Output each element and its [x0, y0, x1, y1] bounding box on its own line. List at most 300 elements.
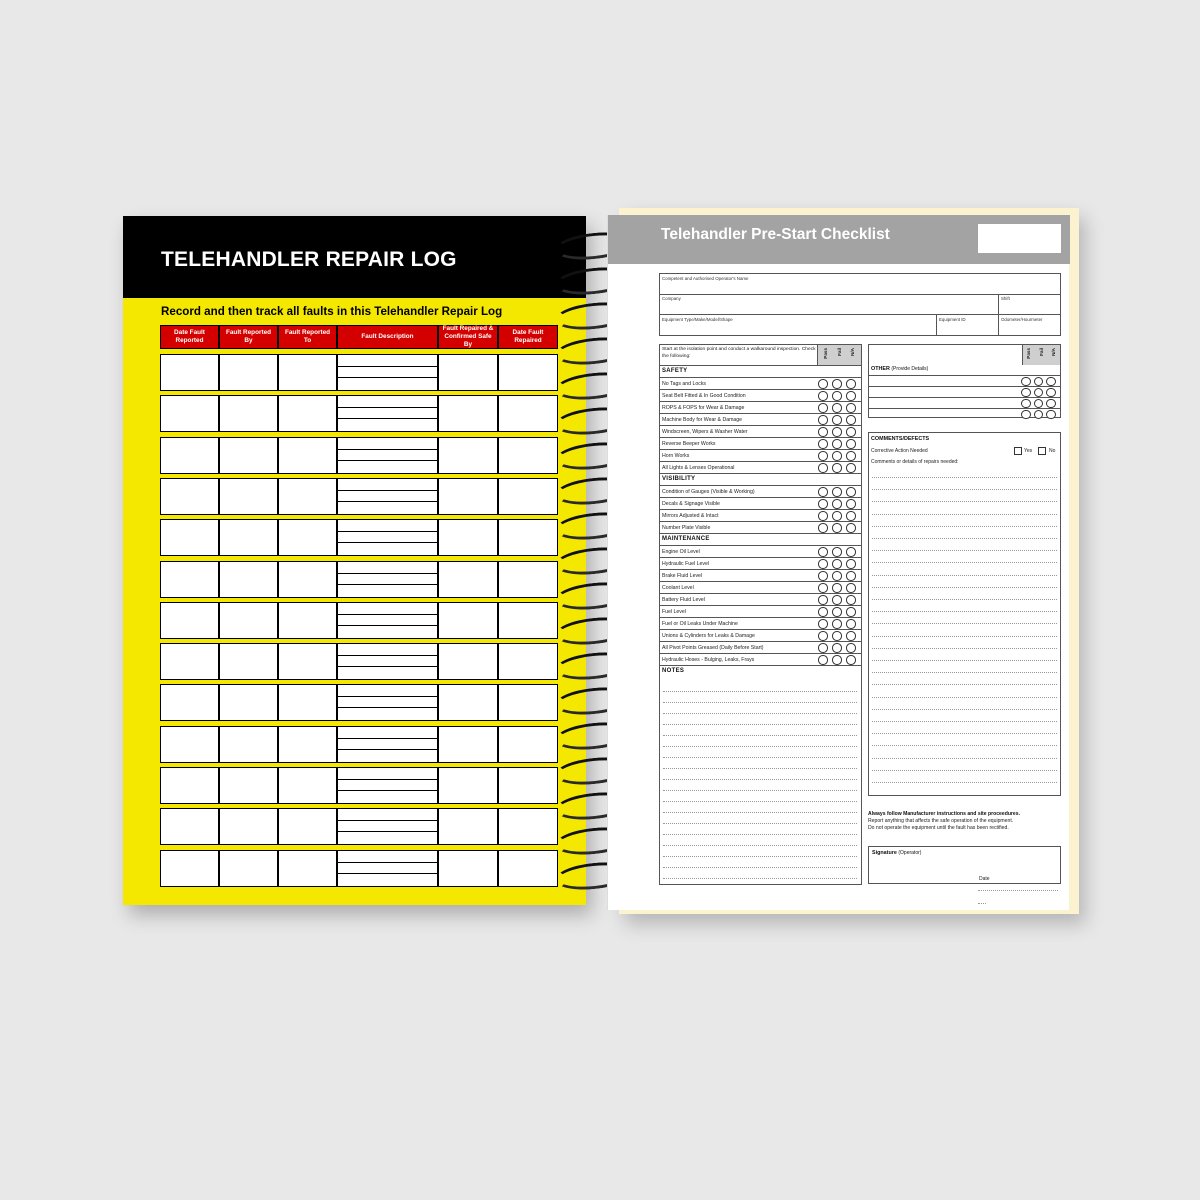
log-cell[interactable]	[278, 643, 337, 680]
log-row	[160, 602, 558, 639]
notes-line	[663, 845, 857, 846]
log-row	[160, 395, 558, 432]
comments-line	[872, 599, 1057, 600]
comments-line	[872, 538, 1057, 539]
checklist-item	[660, 629, 861, 641]
checklist-item-label: No Tags and Locks	[662, 381, 707, 387]
na-checkbox[interactable]	[846, 559, 856, 569]
log-cell[interactable]	[498, 602, 558, 639]
notes-line	[663, 790, 857, 791]
na-checkbox[interactable]	[846, 595, 856, 605]
comments-line	[872, 672, 1057, 673]
checklist-item-label: Unions & Cylinders for Leaks & Damage	[662, 633, 755, 639]
other-panel	[868, 344, 1061, 418]
log-cell[interactable]	[498, 850, 558, 887]
pass-column-head: Pass	[823, 348, 828, 359]
log-cell[interactable]	[498, 395, 558, 432]
date-line	[978, 890, 1058, 891]
checklist-item-label: Brake Fluid Level	[662, 573, 703, 579]
na-checkbox[interactable]	[1046, 399, 1056, 409]
log-cell[interactable]	[219, 726, 278, 763]
checklist-item-label: Mirrors Adjusted & Intact	[662, 513, 719, 519]
checklist-item	[660, 569, 861, 581]
checklist-title: Telehandler Pre-Start Checklist	[661, 226, 890, 243]
log-cell[interactable]	[219, 354, 278, 391]
pass-checkbox[interactable]	[818, 403, 828, 413]
notes-line	[663, 878, 857, 879]
log-cell[interactable]	[438, 726, 498, 763]
log-cell[interactable]	[337, 395, 438, 432]
pass-checkbox[interactable]	[818, 595, 828, 605]
notes-line	[663, 801, 857, 802]
na-checkbox[interactable]	[846, 655, 856, 665]
log-cell[interactable]	[438, 437, 498, 474]
equipment-field-label: Equipment Type/Make/Model/Shape	[662, 317, 733, 322]
log-column-head: Fault Reported To	[278, 325, 337, 349]
log-cell[interactable]	[337, 850, 438, 887]
log-cell[interactable]	[219, 767, 278, 804]
pass-checkbox[interactable]	[818, 643, 828, 653]
operator-details-form	[659, 273, 1061, 336]
log-row	[160, 726, 558, 763]
checklist-item-label: Condition of Gauges (Visible & Working)	[662, 489, 755, 495]
checklist-item-label: Engine Oil Level	[662, 549, 700, 555]
log-cell[interactable]	[498, 726, 558, 763]
checklist-header	[608, 215, 1070, 264]
na-checkbox[interactable]	[1046, 377, 1056, 387]
log-cell[interactable]	[278, 519, 337, 556]
checklist-item	[660, 461, 861, 473]
safety-instruction-1: Report anything that affects the safe operation of the equipment.	[868, 818, 1014, 824]
fail-checkbox[interactable]	[832, 583, 842, 593]
log-cell[interactable]	[278, 850, 337, 887]
pass-checkbox[interactable]	[818, 523, 828, 533]
na-checkbox[interactable]	[846, 439, 856, 449]
pass-checkbox[interactable]	[818, 631, 828, 641]
log-cell[interactable]	[219, 850, 278, 887]
notes-line	[663, 713, 857, 714]
pass-checkbox[interactable]	[818, 439, 828, 449]
comments-line	[872, 477, 1057, 478]
corrective-action-label: Corrective Action Needed	[871, 448, 928, 454]
log-cell[interactable]	[498, 354, 558, 391]
fail-column-head: Fail	[1039, 348, 1044, 356]
other-row	[869, 397, 1060, 408]
notes-line	[663, 867, 857, 868]
log-cell[interactable]	[160, 602, 219, 639]
repair-log-title: TELEHANDLER REPAIR LOG	[161, 248, 457, 271]
log-cell[interactable]	[337, 561, 438, 598]
na-checkbox[interactable]	[846, 619, 856, 629]
notes-line	[663, 691, 857, 692]
checklist-section-title: SAFETY	[662, 368, 688, 374]
na-checkbox[interactable]	[846, 451, 856, 461]
log-cell[interactable]	[337, 767, 438, 804]
yes-label: Yes	[1024, 448, 1033, 454]
log-cell[interactable]	[498, 808, 558, 845]
checklist-section-header	[660, 533, 861, 545]
pass-checkbox[interactable]	[818, 607, 828, 617]
comments-sub-label: Comments or details of repairs needed:	[871, 459, 959, 465]
inspection-checklist	[659, 344, 862, 885]
checklist-item-label: Battery Fluid Level	[662, 597, 705, 603]
log-cell[interactable]	[160, 808, 219, 845]
log-cell[interactable]	[160, 354, 219, 391]
checklist-id-box[interactable]	[978, 224, 1061, 253]
comments-line	[872, 562, 1057, 563]
fail-checkbox[interactable]	[832, 523, 842, 533]
log-cell[interactable]	[160, 437, 219, 474]
fail-checkbox[interactable]	[832, 511, 842, 521]
log-cell[interactable]	[438, 808, 498, 845]
fail-checkbox[interactable]	[832, 619, 842, 629]
fail-checkbox[interactable]	[832, 499, 842, 509]
checklist-item	[660, 521, 861, 533]
notes-line	[663, 746, 857, 747]
checklist-item	[660, 641, 861, 653]
pass-checkbox[interactable]	[818, 571, 828, 581]
pass-checkbox[interactable]	[818, 499, 828, 509]
fail-checkbox[interactable]	[832, 451, 842, 461]
log-cell[interactable]	[498, 519, 558, 556]
checklist-item-label: All Lights & Lenses Operational	[662, 465, 735, 471]
fail-checkbox[interactable]	[832, 391, 842, 401]
log-row	[160, 519, 558, 556]
log-cell[interactable]	[337, 684, 438, 721]
pass-checkbox[interactable]	[818, 619, 828, 629]
log-cell[interactable]	[160, 726, 219, 763]
notes-line	[663, 823, 857, 824]
comments-line	[872, 623, 1057, 624]
log-cell[interactable]	[438, 561, 498, 598]
pass-checkbox[interactable]	[818, 427, 828, 437]
na-checkbox[interactable]	[846, 415, 856, 425]
log-cell[interactable]	[438, 602, 498, 639]
checklist-intro: Start at the isolation point and conduct a walkaround inspection. Check the following:	[662, 347, 816, 359]
comments-line	[872, 526, 1057, 527]
na-checkbox[interactable]	[846, 427, 856, 437]
log-cell[interactable]	[219, 643, 278, 680]
checklist-item	[660, 497, 861, 509]
log-cell[interactable]	[438, 643, 498, 680]
pass-checkbox[interactable]	[1021, 388, 1031, 398]
comments-line	[872, 770, 1057, 771]
log-cell[interactable]	[438, 767, 498, 804]
log-cell[interactable]	[337, 478, 438, 515]
notes-line	[663, 724, 857, 725]
na-checkbox[interactable]	[846, 631, 856, 641]
notes-line	[663, 779, 857, 780]
log-cell[interactable]	[278, 767, 337, 804]
log-column-head: Fault Description	[337, 325, 438, 349]
log-cell[interactable]	[219, 808, 278, 845]
comments-title: COMMENTS/DEFECTS	[871, 436, 930, 442]
log-cell[interactable]	[160, 643, 219, 680]
comments-line	[872, 501, 1057, 502]
checklist-section-title: VISIBILITY	[662, 476, 696, 482]
log-cell[interactable]	[160, 519, 219, 556]
fail-checkbox[interactable]	[1034, 399, 1044, 409]
comments-line	[872, 782, 1057, 783]
pass-checkbox[interactable]	[818, 391, 828, 401]
log-cell[interactable]	[438, 354, 498, 391]
checklist-item	[660, 653, 861, 665]
fail-checkbox[interactable]	[832, 571, 842, 581]
log-cell[interactable]	[160, 850, 219, 887]
comments-line	[872, 697, 1057, 698]
pass-checkbox[interactable]	[818, 415, 828, 425]
log-cell[interactable]	[219, 478, 278, 515]
fail-checkbox[interactable]	[1034, 410, 1044, 420]
checklist-item-label: Coolant Level	[662, 585, 694, 591]
log-row	[160, 354, 558, 391]
log-cell[interactable]	[160, 395, 219, 432]
log-cell[interactable]	[337, 808, 438, 845]
checklist-item-label: Machine Body for Wear & Damage	[662, 417, 743, 423]
log-row	[160, 643, 558, 680]
log-cell[interactable]	[278, 808, 337, 845]
fail-checkbox[interactable]	[832, 463, 842, 473]
checklist-item-label: Horn Works	[662, 453, 690, 459]
checklist-item	[660, 413, 861, 425]
checklist-item-label: Seat Belt Fitted & In Good Condition	[662, 393, 746, 399]
comments-line	[872, 660, 1057, 661]
fail-checkbox[interactable]	[832, 379, 842, 389]
checklist-item-label: All Pivot Points Greased (Daily Before Start)	[662, 645, 764, 651]
log-cell[interactable]	[278, 437, 337, 474]
date-label: Date	[979, 876, 990, 882]
notes-header	[660, 665, 861, 677]
log-cell[interactable]	[337, 519, 438, 556]
log-cell[interactable]	[160, 561, 219, 598]
fail-checkbox[interactable]	[832, 595, 842, 605]
log-cell[interactable]	[498, 767, 558, 804]
other-row	[869, 408, 1060, 419]
log-cell[interactable]	[337, 726, 438, 763]
comments-line	[872, 745, 1057, 746]
na-checkbox[interactable]	[846, 511, 856, 521]
checklist-item-label: Number Plate Visible	[662, 525, 711, 531]
na-column-head: N/A	[850, 348, 855, 356]
checklist-item	[660, 377, 861, 389]
comments-line	[872, 575, 1057, 576]
notes-line	[663, 768, 857, 769]
log-row	[160, 437, 558, 474]
log-cell[interactable]	[278, 561, 337, 598]
log-cell[interactable]	[219, 437, 278, 474]
log-cell[interactable]	[278, 602, 337, 639]
log-cell[interactable]	[278, 684, 337, 721]
checklist-item-label: Fuel Level	[662, 609, 686, 615]
comments-line	[872, 611, 1057, 612]
checklist-item-label: Fuel or Oil Leaks Under Machine	[662, 621, 738, 627]
other-row	[869, 386, 1060, 397]
other-title: OTHER (Provide Details)	[871, 366, 929, 372]
na-checkbox[interactable]	[1046, 410, 1056, 420]
operator-field-label: Competent and Authorised Operator's Name	[662, 276, 749, 281]
checklist-item-label: Hydraulic Fuel Level	[662, 561, 709, 567]
pass-checkbox[interactable]	[1021, 399, 1031, 409]
log-row	[160, 561, 558, 598]
checklist-item	[660, 605, 861, 617]
checklist-item-label: Reverse Beeper Works	[662, 441, 716, 447]
comments-line	[872, 489, 1057, 490]
pass-checkbox[interactable]	[818, 463, 828, 473]
fail-checkbox[interactable]	[832, 403, 842, 413]
checklist-section-header	[660, 473, 861, 485]
comments-line	[872, 636, 1057, 637]
notes-line	[663, 856, 857, 857]
comments-line	[872, 550, 1057, 551]
na-column-head: N/A	[1051, 348, 1056, 356]
pass-checkbox[interactable]	[818, 451, 828, 461]
log-column-head: Date Fault Repaired	[498, 325, 558, 349]
na-checkbox[interactable]	[846, 607, 856, 617]
na-checkbox[interactable]	[846, 583, 856, 593]
pass-checkbox[interactable]	[818, 583, 828, 593]
checklist-item	[660, 449, 861, 461]
checklist-section-header	[660, 365, 861, 377]
checklist-item-label: Decals & Signage Visible	[662, 501, 720, 507]
fail-checkbox[interactable]	[832, 547, 842, 557]
log-cell[interactable]	[498, 478, 558, 515]
log-cell[interactable]	[337, 602, 438, 639]
log-row	[160, 808, 558, 845]
comments-line	[872, 514, 1057, 515]
checklist-item-label: Hydraulic Hoses - Bulging, Leaks, Frays	[662, 657, 755, 663]
no-checkbox[interactable]	[1038, 447, 1046, 455]
log-row	[160, 767, 558, 804]
pass-checkbox[interactable]	[818, 379, 828, 389]
log-cell[interactable]	[337, 643, 438, 680]
fail-checkbox[interactable]	[832, 643, 842, 653]
repair-log-header	[123, 216, 586, 298]
na-checkbox[interactable]	[846, 379, 856, 389]
log-row	[160, 850, 558, 887]
yes-checkbox[interactable]	[1014, 447, 1022, 455]
fail-checkbox[interactable]	[832, 655, 842, 665]
log-cell[interactable]	[219, 684, 278, 721]
fail-checkbox[interactable]	[832, 631, 842, 641]
checklist-item	[660, 425, 861, 437]
na-checkbox[interactable]	[846, 547, 856, 557]
log-cell[interactable]	[278, 478, 337, 515]
checklist-page	[607, 215, 1069, 910]
checklist-item	[660, 545, 861, 557]
na-checkbox[interactable]	[846, 523, 856, 533]
signature-label: Signature (Operator)	[872, 850, 922, 856]
log-cell[interactable]	[498, 643, 558, 680]
other-row	[869, 375, 1060, 386]
pass-checkbox[interactable]	[818, 511, 828, 521]
fail-checkbox[interactable]	[832, 607, 842, 617]
na-checkbox[interactable]	[846, 643, 856, 653]
log-cell[interactable]	[498, 684, 558, 721]
pass-checkbox[interactable]	[1021, 410, 1031, 420]
date-line-short	[978, 903, 986, 904]
pass-checkbox[interactable]	[1021, 377, 1031, 387]
checklist-item	[660, 437, 861, 449]
notes-line	[663, 812, 857, 813]
log-cell[interactable]	[438, 684, 498, 721]
checklist-item	[660, 401, 861, 413]
fail-checkbox[interactable]	[832, 427, 842, 437]
log-column-head: Date Fault Reported	[160, 325, 219, 349]
log-cell[interactable]	[278, 395, 337, 432]
pass-checkbox[interactable]	[818, 559, 828, 569]
log-cell[interactable]	[438, 395, 498, 432]
notes-title: NOTES	[662, 668, 685, 674]
log-cell[interactable]	[498, 561, 558, 598]
log-cell[interactable]	[219, 519, 278, 556]
safety-instruction-bold: Always follow Manufacturer instructions and site proceedures.	[868, 811, 1020, 817]
log-cell[interactable]	[337, 354, 438, 391]
pass-checkbox[interactable]	[818, 547, 828, 557]
checklist-section-title: MAINTENANCE	[662, 536, 710, 542]
log-cell[interactable]	[498, 437, 558, 474]
comments-line	[872, 733, 1057, 734]
log-cell[interactable]	[219, 395, 278, 432]
checklist-item-label: Windscreen, Wipers & Washer Water	[662, 429, 748, 435]
other-column-heads	[1022, 345, 1060, 365]
log-cell[interactable]	[337, 437, 438, 474]
safety-instructions	[868, 811, 1068, 832]
log-cell[interactable]	[278, 354, 337, 391]
checklist-item-label: ROPS & FOPS for Wear & Damage	[662, 405, 745, 411]
na-checkbox[interactable]	[846, 403, 856, 413]
checklist-item	[660, 557, 861, 569]
na-checkbox[interactable]	[846, 463, 856, 473]
notes-line	[663, 834, 857, 835]
log-cell[interactable]	[278, 726, 337, 763]
fail-checkbox[interactable]	[1034, 377, 1044, 387]
log-cell[interactable]	[160, 767, 219, 804]
comments-line	[872, 648, 1057, 649]
no-label: No	[1049, 448, 1056, 454]
log-cell[interactable]	[438, 478, 498, 515]
log-cell[interactable]	[438, 850, 498, 887]
na-checkbox[interactable]	[846, 499, 856, 509]
fail-checkbox[interactable]	[832, 559, 842, 569]
equipment-id-field-label: Equipment ID	[939, 317, 966, 322]
log-cell[interactable]	[219, 561, 278, 598]
log-cell[interactable]	[438, 519, 498, 556]
fail-checkbox[interactable]	[1034, 388, 1044, 398]
fail-checkbox[interactable]	[832, 487, 842, 497]
comments-line	[872, 587, 1057, 588]
fail-checkbox[interactable]	[832, 415, 842, 425]
signature-box[interactable]	[868, 846, 1061, 884]
checklist-item	[660, 509, 861, 521]
log-cell[interactable]	[160, 478, 219, 515]
checklist-item	[660, 593, 861, 605]
pass-checkbox[interactable]	[818, 487, 828, 497]
shift-field-label: Shift	[1001, 296, 1010, 301]
na-checkbox[interactable]	[846, 391, 856, 401]
checklist-item	[660, 389, 861, 401]
log-cell[interactable]	[160, 684, 219, 721]
log-cell[interactable]	[219, 602, 278, 639]
fail-checkbox[interactable]	[832, 439, 842, 449]
na-checkbox[interactable]	[846, 571, 856, 581]
notes-line	[663, 757, 857, 758]
na-checkbox[interactable]	[1046, 388, 1056, 398]
comments-defects-panel	[868, 432, 1061, 796]
pass-checkbox[interactable]	[818, 655, 828, 665]
pass-column-head: Pass	[1026, 348, 1031, 359]
column-heads	[817, 345, 861, 365]
na-checkbox[interactable]	[846, 487, 856, 497]
